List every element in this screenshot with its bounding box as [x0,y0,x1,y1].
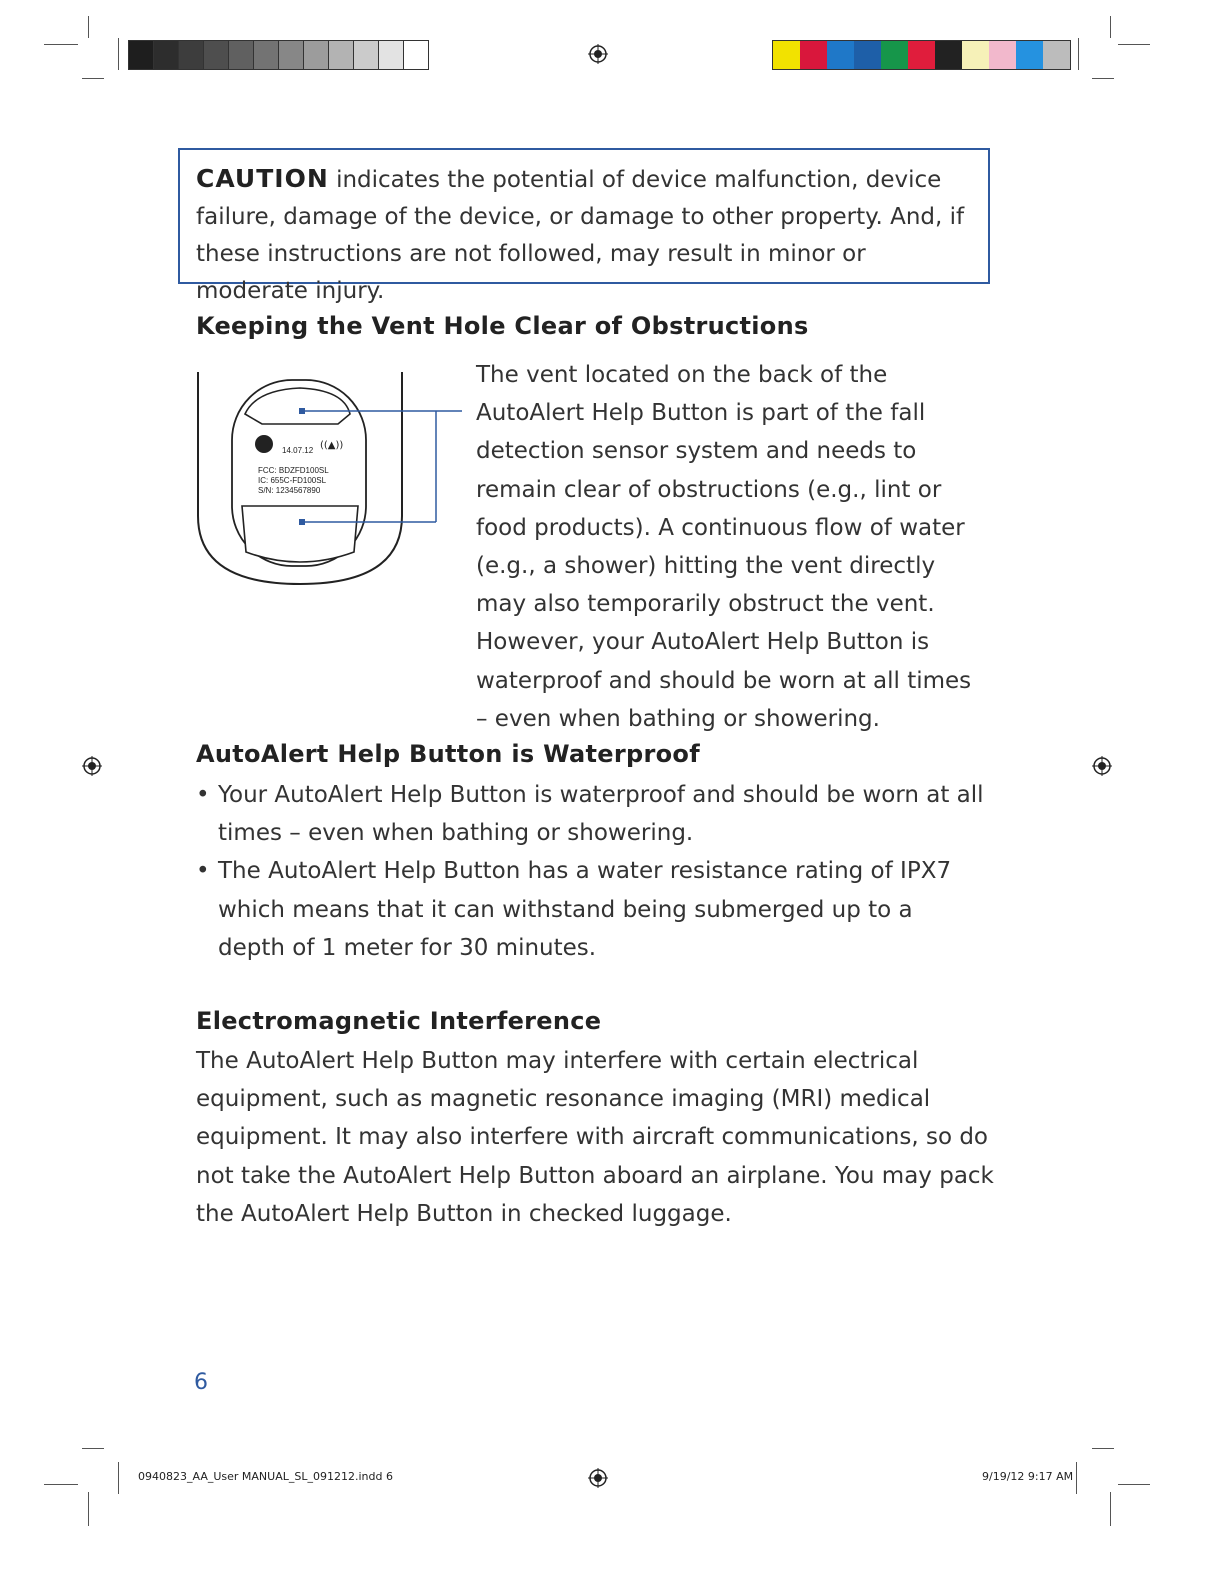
crop-mark [1076,1462,1077,1494]
color-swatch [881,41,908,69]
grayscale-bar [128,40,429,70]
device-label-ic: IC: 655C-FD100SL [258,476,327,485]
crop-mark [44,1484,78,1485]
registration-mark-icon [588,44,608,64]
registration-mark-icon [82,756,102,776]
registration-mark-icon [1092,756,1112,776]
caution-box [178,148,990,304]
gray-swatch [153,41,178,69]
gray-swatch [328,41,353,69]
section-heading-emi: Electromagnetic Interference [196,1007,602,1035]
color-swatch [1043,41,1070,69]
device-label-fcc: FCC: BDZFD100SL [258,466,329,475]
list-item: • The AutoAlert Help Button has a water resistance rating of IPX7 which means that it can withstand being submerged up to a depth of 1 meter for 30 minutes. [196,852,986,967]
color-swatch [827,41,854,69]
crop-mark [1092,1448,1114,1449]
caution-text: indicates the potential of device malfunction, device failure, damage of the device, or damage to other property. And, if these instructions are not followed, may result in minor or moderate injury. [196,167,965,304]
crop-mark [118,1462,119,1494]
svg-text:((▲)): ((▲)) [320,440,344,451]
color-swatch [935,41,962,69]
gray-swatch [353,41,378,69]
color-bar [772,40,1071,70]
registration-mark-icon [588,1468,608,1488]
color-swatch [854,41,881,69]
crop-mark [1110,16,1111,38]
color-swatch [773,41,800,69]
vent-paragraph: The vent located on the back of the AutoAlert Help Button is part of the fall detection sensor system and needs to remain clear of obstructions (e.g., lint or food products). A continuous flow of water (e.g., a shower) hitting the vent directly may also temporarily obstruct the vent. However, your AutoAlert Help Button is waterproof and should be worn at all times – even when bathing or showering. [476,362,972,732]
gray-swatch [178,41,203,69]
color-swatch [962,41,989,69]
emi-paragraph: The AutoAlert Help Button may interfere with certain electrical equipment, such as magnetic resonance imaging (MRI) medical equipment. It may also interfere with aircraft communications, so do not take the AutoAlert Help Button aboard an airplane. You may pack the AutoAlert Help Button in checked luggage. [196,1048,994,1227]
footer-timestamp: 9/19/12 9:17 AM [982,1470,1074,1483]
crop-mark [1092,78,1114,79]
device-label-date: 14.07.12 [282,446,314,455]
crop-mark [82,1448,104,1449]
gray-swatch [253,41,278,69]
gray-swatch [278,41,303,69]
section-heading-waterproof: AutoAlert Help Button is Waterproof [196,740,700,768]
gray-swatch [203,41,228,69]
crop-mark [88,1492,89,1526]
crop-mark [82,78,104,79]
crop-mark [1110,1492,1111,1526]
crop-mark [44,44,78,45]
color-swatch [1016,41,1043,69]
crop-mark [1118,1484,1150,1485]
section-heading-vent: Keeping the Vent Hole Clear of Obstructions [196,312,809,340]
color-swatch [989,41,1016,69]
crop-mark [88,16,89,38]
crop-mark [1118,44,1150,45]
gray-swatch [303,41,328,69]
footer-file-name: 0940823_AA_User MANUAL_SL_091212.indd 6 [138,1470,393,1483]
gray-swatch [403,41,428,69]
gray-swatch [129,41,153,69]
crop-mark [1078,38,1079,70]
list-item: • Your AutoAlert Help Button is waterproof and should be worn at all times – even when bathing or showering. [196,776,986,852]
caution-keyword: CAUTION [196,164,329,193]
waterproof-bullet-list [196,776,986,967]
crop-mark [118,38,119,70]
device-back-illustration [190,366,470,596]
color-swatch [800,41,827,69]
color-swatch [908,41,935,69]
device-label-sn: S/N: 1234567890 [258,486,321,495]
page-number: 6 [194,1370,208,1395]
gray-swatch [228,41,253,69]
gray-swatch [378,41,403,69]
